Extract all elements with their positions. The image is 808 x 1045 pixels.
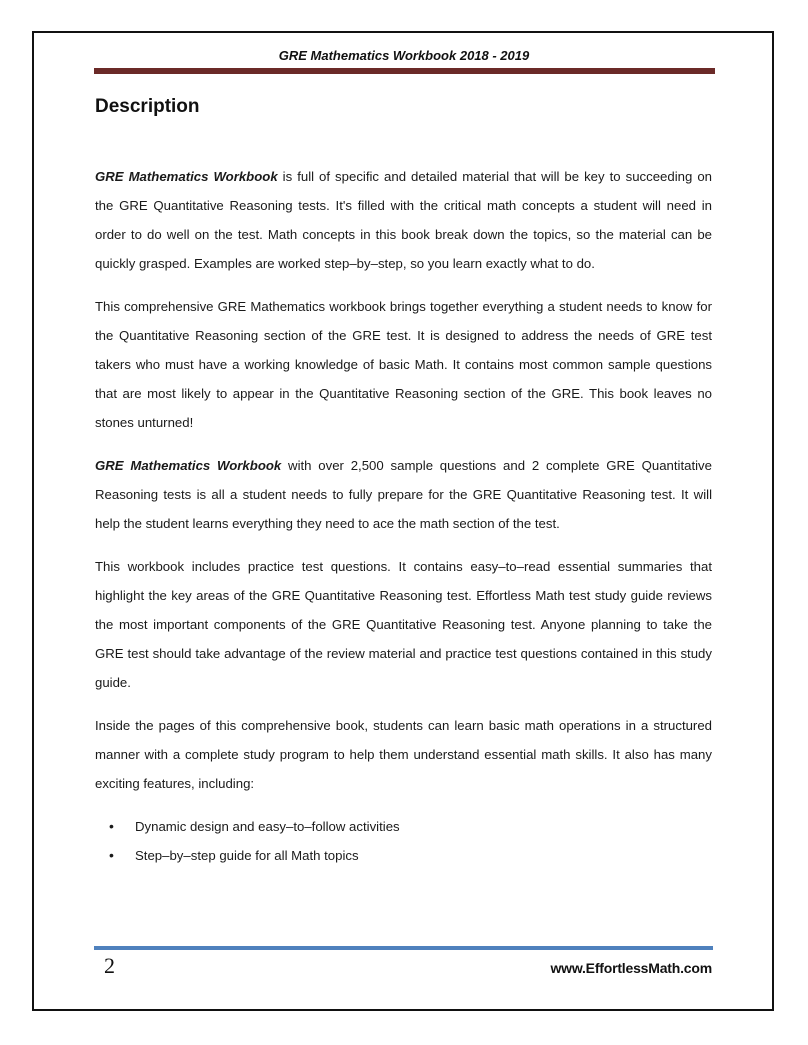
paragraph-1-lead: GRE Mathematics Workbook bbox=[95, 169, 278, 184]
header-rule bbox=[94, 68, 715, 74]
body-text bbox=[95, 162, 712, 870]
paragraph-4: This workbook includes practice test questions. It contains easy–to–read essential summaries that highlight the key areas of the GRE Quantitative Reasoning test. Effortless Math test study guide reviews the most important components of the GRE Quantitative Reasoning test. Anyone planning to take the GRE test should take advantage of the review material and practice test questions contained in this study guide. bbox=[95, 559, 712, 690]
feature-item: • Dynamic design and easy–to–follow activities bbox=[95, 812, 712, 841]
paragraph-3-lead: GRE Mathematics Workbook bbox=[95, 458, 282, 473]
section-heading: Description bbox=[95, 96, 200, 117]
feature-item: • Step–by–step guide for all Math topics bbox=[95, 841, 712, 870]
feature-list bbox=[95, 812, 712, 870]
paragraph-1-text: is full of specific and detailed material that will be key to succeeding on the GRE Quantitative Reasoning tests. It's filled with the critical math concepts a student will need in order to do well on the test. Math concepts in this book break down the topics, so the material can be quickly grasped. Examples are worked step–by–step, so you learn exactly what to do. bbox=[95, 169, 712, 271]
paragraph-1 bbox=[95, 162, 712, 278]
paragraph-3-text: with over 2,500 sample questions and 2 complete GRE Quantitative Reasoning tests is all a student needs to fully prepare for the GRE Quantitative Reasoning test. It will help the student learns everything they need to ace the math section of the test. bbox=[95, 458, 712, 531]
page-number: 2 bbox=[104, 953, 115, 978]
running-header: GRE Mathematics Workbook 2018 - 2019 bbox=[278, 48, 530, 63]
footer-rule bbox=[94, 946, 713, 950]
paragraph-3 bbox=[95, 451, 712, 538]
website-url: www.EffortlessMath.com bbox=[550, 960, 712, 976]
paragraph-5: Inside the pages of this comprehensive book, students can learn basic math operations in a structured manner with a complete study program to help them understand essential math skills. It also has many exciting features, including: bbox=[95, 718, 712, 791]
paragraph-2: This comprehensive GRE Mathematics workbook brings together everything a student needs to know for the Quantitative Reasoning section of the GRE test. It is designed to address the needs of GRE test takers who must have a working knowledge of basic Math. It contains most common sample questions that are most likely to appear in the Quantitative Reasoning section of the GRE. This book leaves no stones unturned! bbox=[95, 299, 712, 430]
